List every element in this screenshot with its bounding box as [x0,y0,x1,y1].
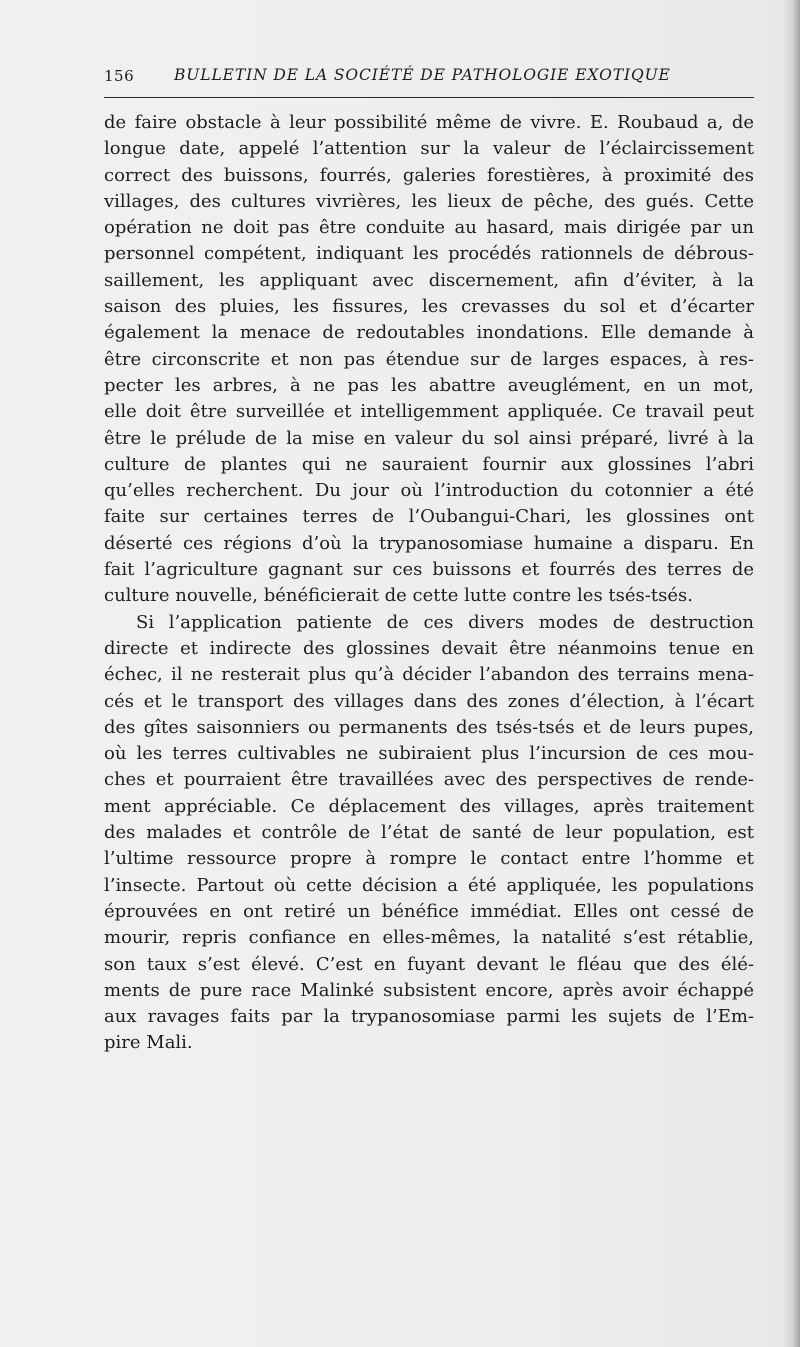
text-line: culture nouvelle, bénéficierait de cette lutte contre les tsés-tsés. [104,585,693,607]
text-line: saison des pluies, les fissures, les crevasses du sol et d’écarter [104,296,754,318]
text-line: mourir, repris confiance en elles-mêmes, la natalité s’est rétablie, [104,927,754,949]
text-line: Si l’application patiente de ces divers modes de destruction [136,611,754,633]
text-line: ments de pure race Malinké subsistent encore, après avoir échappé [104,979,754,1001]
text-line: fait l’agriculture gagnant sur ces buissons et fourrés des terres de [104,559,754,581]
text-line: villages, des cultures vivrières, les lieux de pêche, des gués. Cette [104,190,754,212]
running-title: BULLETIN DE LA SOCIÉTÉ DE PATHOLOGIE EXOTIQUE [174,66,671,84]
text-line: ment appréciable. Ce déplacement des villages, après traitement [104,795,754,817]
text-line: l’ultime ressource propre à rompre le contact entre l’homme et [104,848,754,870]
text-line: des gîtes saisonniers ou permanents des tsés-tsés et de leurs pupes, [104,716,754,738]
header-rule [104,97,754,98]
text-line: longue date, appelé l’attention sur la valeur de l’éclaircissement [104,138,754,160]
text-line: opération ne doit pas être conduite au hasard, mais dirigée par un [104,217,754,239]
text-line: personnel compétent, indiquant les procédés rationnels de débrous- [104,243,754,265]
text-line: l’insecte. Partout où cette décision a été appliquée, les populations [104,874,754,896]
text-line: ches et pourraient être travaillées avec des perspectives de rende- [104,769,754,791]
text-line: des malades et contrôle de l’état de santé de leur population, est [104,822,754,844]
page-number: 156 [104,67,135,85]
text-line: de faire obstacle à leur possibilité même de vivre. E. Roubaud a, de [104,112,754,133]
text-line: culture de plantes qui ne sauraient fournir aux glossines l’abri [104,453,754,475]
text-line: cés et le transport des villages dans des zones d’élection, à l’écart [104,690,754,712]
text-line: être le prélude de la mise en valeur du sol ainsi préparé, livré à la [104,427,754,449]
text-line: pecter les arbres, à ne pas les abattre aveuglément, en un mot, [104,374,754,396]
text-line: pire Mali. [104,1032,193,1054]
text-line: où les terres cultivables ne subiraient plus l’incursion de ces mou- [104,743,754,765]
text-line: saillement, les appliquant avec discernement, afin d’éviter, à la [104,269,754,291]
body-text [104,110,754,1057]
text-line: directe et indirecte des glossines devait être néanmoins tenue en [104,637,754,659]
page-header [104,64,754,90]
text-line: aux ravages faits par la trypanosomiase parmi les sujets de l’Em- [104,1006,754,1028]
text-line: éprouvées en ont retiré un bénéfice immédiat. Elles ont cessé de [104,900,754,922]
text-line: faite sur certaines terres de l’Oubangui-Chari, les glossines ont [104,506,754,528]
page-edge-shadow [782,0,800,1347]
text-line: également la menace de redoutables inondations. Elle demande à [104,322,754,344]
text-line: déserté ces régions d’où la trypanosomiase humaine a disparu. En [104,532,754,554]
text-line: son taux s’est élevé. C’est en fuyant devant le fléau que des élé- [104,953,754,975]
text-line: correct des buissons, fourrés, galeries forestières, à proximité des [104,164,754,186]
text-line: elle doit être surveillée et intelligemment appliquée. Ce travail peut [104,401,754,423]
text-line: être circonscrite et non pas étendue sur de larges espaces, à res- [104,348,754,370]
text-line: qu’elles recherchent. Du jour où l’introduction du cotonnier a été [104,480,754,502]
text-line: échec, il ne resterait plus qu’à décider l’abandon des terrains mena- [104,664,754,686]
